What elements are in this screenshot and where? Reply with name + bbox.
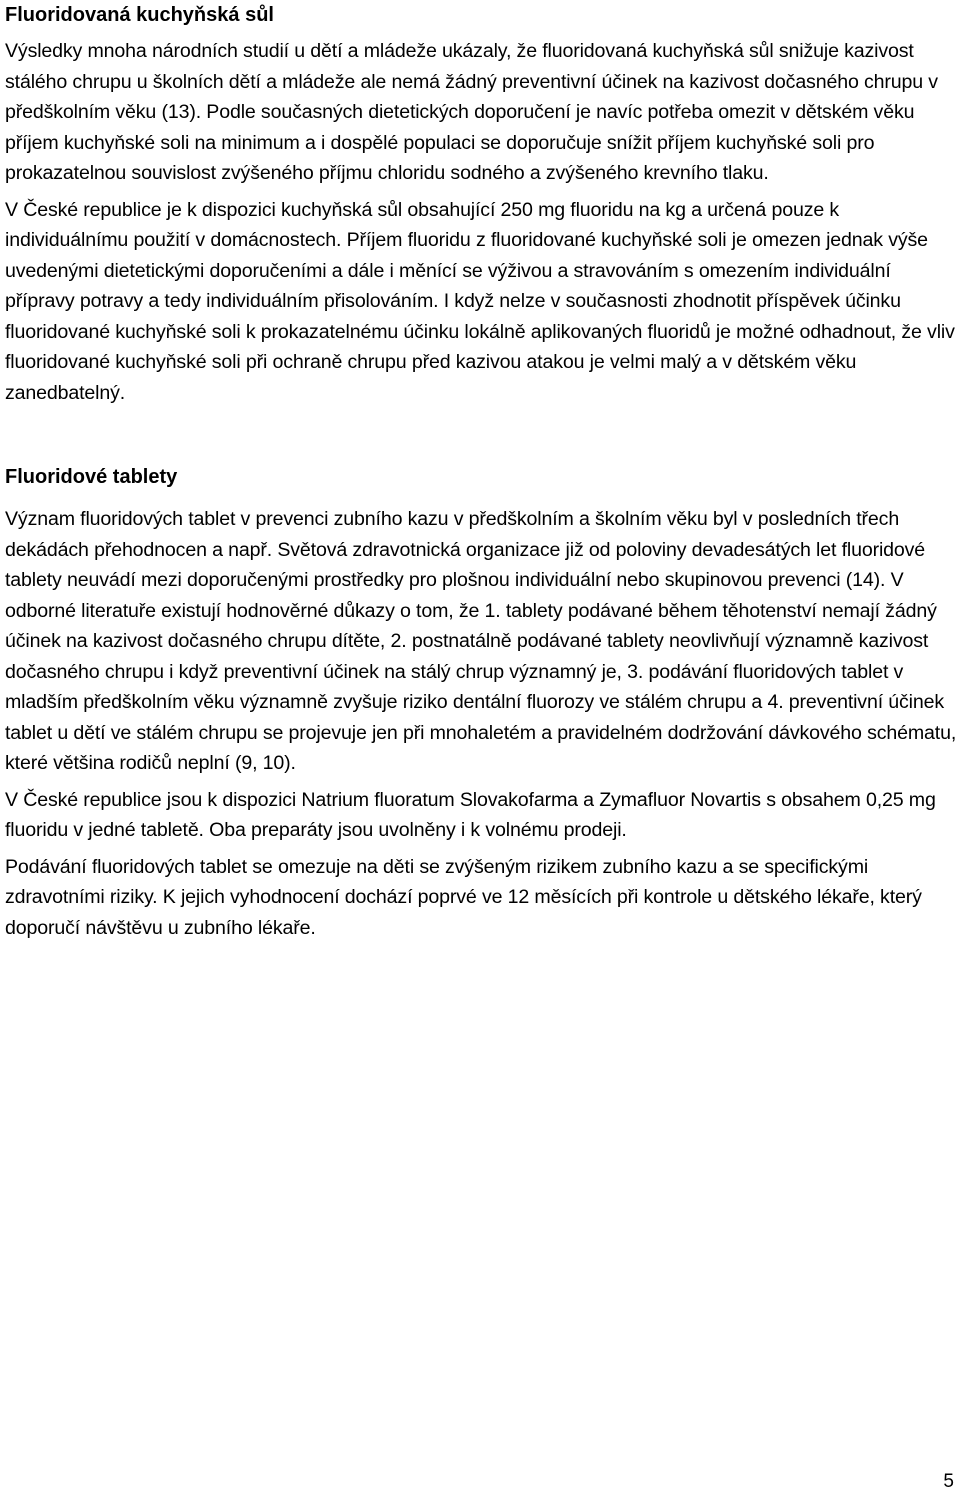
page-number: 5	[943, 1471, 954, 1492]
paragraph-tablets-significance: Význam fluoridových tablet v prevenci zubního kazu v předškolním a školním věku byl v posledních třech dekádách přehodnocen a např. Světová zdravotnická organizace již od poloviny devadesátých let fluoridové tablety neuvádí mezi doporučenými prostředky pro plošnou individuální nebo skupinovou prevenci (14). V odborné literatuře existují hodnověrné důkazy o tom, že 1. tablety podávané během těhotenství nemají žádný účinek na kazivost dočasného chrupu dítěte, 2. postnatálně podávané tablety neovlivňují významně kazivost dočasného chrupu i když preventivní účinek na stálý chrup významný je, 3. podávání fluoridových tablet v mladším předškolním věku významně zvyšuje riziko dentální fluorozy ve stálém chrupu a 4. preventivní účinek tablet u dětí ve stálém chrupu se projevuje jen při mnohaletém a pravidelném dodržování dávkového schématu, které většina rodičů neplní (9, 10).	[5, 508, 957, 774]
document-page	[5, 0, 957, 949]
paragraph-tablets-czech: V České republice jsou k dispozici Natrium fluoratum Slovakofarma a Zymafluor Novartis s obsahem 0,25 mg fluoridu v jedné tabletě. Oba preparáty jsou uvolněny i k volnému prodeji.	[5, 788, 936, 841]
paragraph-salt-studies: Výsledky mnoha národních studií u dětí a mládeže ukázaly, že fluoridovaná kuchyňská sůl snižuje kazivost stálého chrupu u školních dětí a mládeže ale nemá žádný preventivní účinek na kazivost dočasného chrupu v předškolním věku (13). Podle současných dietetických doporučení je navíc potřeba omezit v dětském věku příjem kuchyňské soli na minimum a i dospělé populaci se doporučuje snížit příjem kuchyňské soli pro prokazatelnou souvislost zvýšeného příjmu chloridu sodného a zvýšeného krevního tlaku.	[5, 40, 938, 184]
section-heading-fluoride-tablets: Fluoridové tablety	[5, 466, 178, 488]
section-heading-fluoridated-salt: Fluoridovaná kuchyňská sůl	[5, 4, 274, 26]
paragraph-tablets-administration: Podávání fluoridových tablet se omezuje na děti se zvýšeným rizikem zubního kazu a se specifickými zdravotními riziky. K jejich vyhodnocení dochází poprvé ve 12 měsících při kontrole u dětského lékaře, který doporučí návštěvu u zubního lékaře.	[5, 855, 922, 939]
paragraph-salt-czech: V České republice je k dispozici kuchyňská sůl obsahující 250 mg fluoridu na kg a určená pouze k individuálnímu použití v domácnostech. Příjem fluoridu z fluoridované kuchyňské soli je omezen jednak výše uvedenými dietetickými doporučeními a dále i měnící se výživou a stravováním s omezením individuální přípravy potravy a tedy individuálním přisolováním. I když nelze v současnosti zhodnotit příspěvek účinku fluoridované kuchyňské soli k prokazatelnému účinku lokálně aplikovaných fluoridů je možné odhadnout, že vliv fluoridované kuchyňské soli při ochraně chrupu před kazivou atakou je velmi malý a v dětském věku zanedbatelný.	[5, 198, 955, 404]
